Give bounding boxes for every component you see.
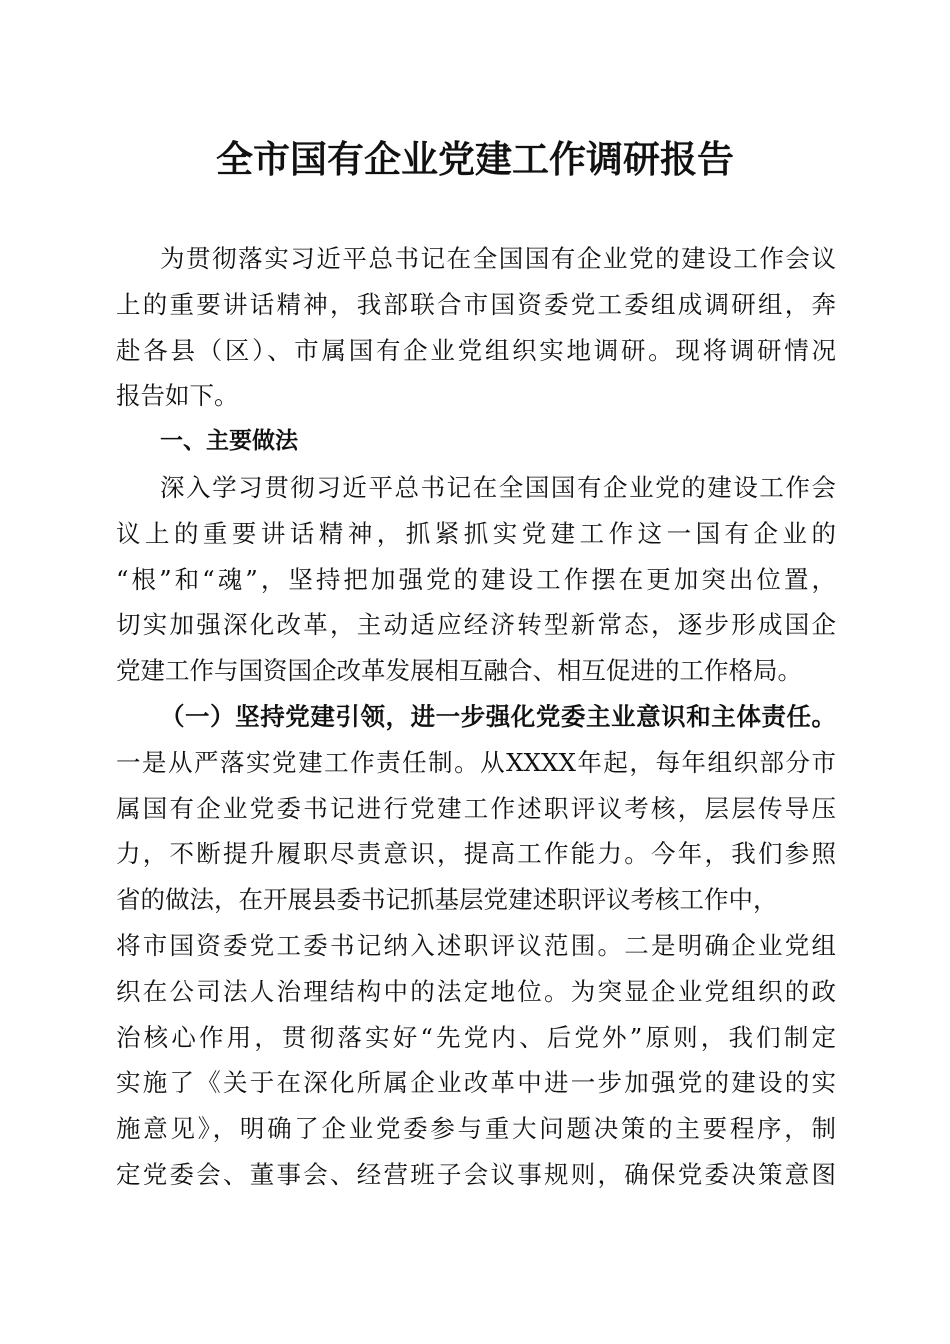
paragraph-line: 施意见》，明确了企业党委参与重大问题决策的主要程序，制 — [116, 1114, 836, 1144]
subsection-heading: （一）坚持党建引领，进一步强化党委主业意识和主体责任。 — [160, 701, 836, 731]
paragraph-line: 报告如下。 — [116, 381, 239, 411]
paragraph-line: 赴各县（区）、市属国有企业党组织实地调研。现将调研情况 — [116, 335, 836, 365]
paragraph-line: 力，不断提升履职尽责意识，提高工作能力。今年，我们参照 — [116, 839, 836, 869]
paragraph-line: 织在公司法人治理结构中的法定地位。为突显企业党组织的政 — [116, 976, 836, 1006]
paragraph-line: 治核心作用，贯彻落实好“先党内、后党外”原则，我们制定 — [116, 1022, 836, 1052]
paragraph-line: 切实加强深化改革，主动适应经济转型新常态，逐步形成国企 — [116, 610, 836, 640]
paragraph-line: 为贯彻落实习近平总书记在全国国有企业党的建设工作会议 — [160, 244, 836, 273]
paragraph-line: 一是从严落实党建工作责任制。从XXXX年起，每年组织部分市 — [116, 747, 836, 777]
paragraph-line: 深入学习贯彻习近平总书记在全国国有企业党的建设工作会 — [160, 472, 836, 502]
paragraph-line: 省的做法，在开展县委书记抓基层党建述职评议考核工作中， — [116, 885, 778, 915]
paragraph-line: 将市国资委党工委书记纳入述职评议范围。二是明确企业党组 — [116, 930, 836, 960]
document-title: 全市国有企业党建工作调研报告 — [216, 137, 734, 181]
paragraph-line: 实施了《关于在深化所属企业改革中进一步加强党的建设的实 — [116, 1068, 836, 1098]
document-body — [116, 236, 836, 1198]
paragraph-line: “根”和“魂”，坚持把加强党的建设工作摆在更加突出位置， — [116, 564, 836, 594]
paragraph-line: 党建工作与国资国企改革发展相互融合、相互促进的工作格局。 — [116, 656, 802, 686]
paragraph-line: 上的重要讲话精神，我部联合市国资委党工委组成调研组，奔 — [116, 289, 836, 319]
paragraph-line: 议上的重要讲话精神，抓紧抓实党建工作这一国有企业的 — [116, 518, 836, 548]
paragraph-line: 属国有企业党委书记进行党建工作述职评议考核，层层传导压 — [116, 793, 836, 823]
section-heading: 一、主要做法 — [160, 428, 298, 455]
paragraph-line: 定党委会、董事会、经营班子会议事规则，确保党委决策意图 — [116, 1159, 836, 1189]
